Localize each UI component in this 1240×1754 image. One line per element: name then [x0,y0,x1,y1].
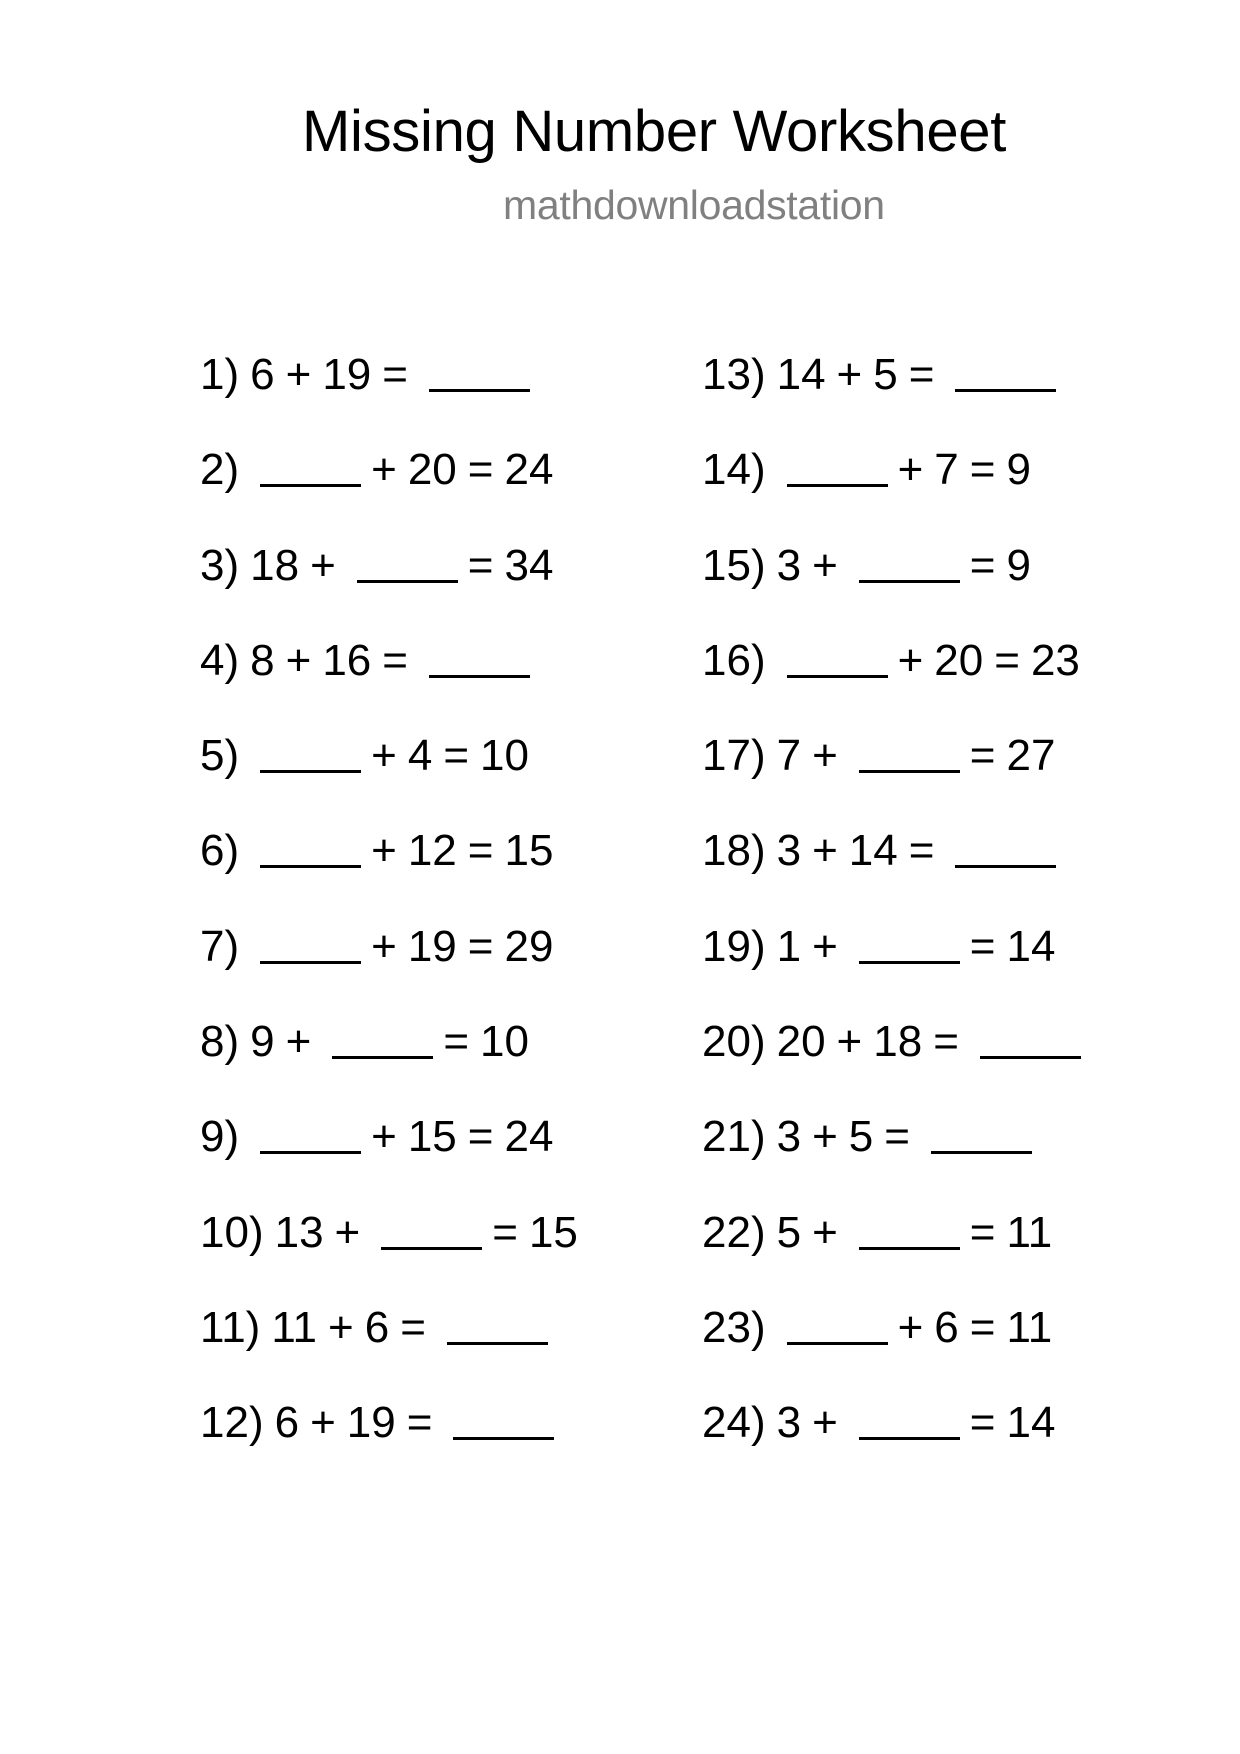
problem-item [702,917,1091,1012]
problem-number: 4) [200,635,240,685]
operand: 16 [322,635,372,685]
plus-sign: + [371,1112,397,1162]
answer-blank[interactable] [260,865,361,868]
operand: 13 [274,1207,324,1257]
equals-sign: = [382,635,408,685]
problem-number: 19) [702,921,766,971]
operand: 5 [776,1207,802,1257]
operand: 9 [1006,445,1031,495]
problem-number: 3) [200,540,240,590]
operand: 5 [873,350,898,399]
problem-number: 23) [702,1302,766,1352]
answer-blank[interactable] [260,484,361,487]
problem-number: 1) [200,350,240,399]
operand: 23 [1030,635,1080,685]
equals-sign: = [443,731,470,781]
equals-sign: = [969,731,996,781]
answer-blank[interactable] [429,675,530,678]
plus-sign: + [285,635,312,685]
plus-sign: + [897,635,924,685]
operand: 11 [271,1302,318,1352]
operand: 24 [504,445,554,495]
plus-sign: + [897,445,924,495]
problem-number: 9) [200,1112,240,1162]
plus-sign: + [371,921,397,971]
equals-sign: = [969,445,996,495]
problem-item [200,1012,578,1107]
operand: 6 [274,1398,300,1448]
problem-item [702,1203,1091,1298]
equals-sign: = [969,921,996,971]
problem-item [200,917,578,1012]
answer-blank[interactable] [453,1437,554,1440]
problem-number: 10) [200,1207,264,1257]
plus-sign: + [285,350,312,399]
problem-number: 22) [702,1207,766,1257]
equals-sign: = [406,1398,433,1448]
problem-item [702,1012,1091,1107]
operand: 34 [504,540,554,590]
plus-sign: + [285,1017,312,1067]
plus-sign: + [371,731,397,781]
problem-number: 7) [200,921,240,971]
operand: 9 [250,1017,275,1067]
answer-blank[interactable] [260,770,361,773]
plus-sign: + [812,826,838,876]
problem-number: 14) [702,445,766,495]
problem-item [200,1203,578,1298]
operand: 19 [407,921,457,971]
answer-blank[interactable] [787,1342,888,1345]
plus-sign: + [897,1302,924,1352]
answer-blank[interactable] [955,865,1056,868]
answer-blank[interactable] [357,580,458,583]
plus-sign: + [812,921,838,971]
equals-sign: = [969,1302,996,1352]
problem-number: 20) [702,1017,766,1067]
answer-blank[interactable] [859,1437,960,1440]
operand: 14 [848,826,898,876]
worksheet-title: Missing Number Worksheet [302,99,1007,164]
problem-item [702,536,1091,631]
operand: 3 [776,1112,802,1162]
equals-sign: = [467,921,494,971]
operand: 15 [504,826,554,876]
plus-sign: + [334,1207,361,1257]
problem-number: 13) [702,350,766,399]
problem-item [200,631,578,726]
operand: 24 [504,1112,554,1162]
problem-item [702,1107,1091,1202]
problem-item [200,726,578,821]
operand: 15 [528,1207,578,1257]
operand: 14 [776,350,826,399]
equals-sign: = [908,826,935,876]
operand: 20 [776,1017,826,1067]
operand: 3 [776,1398,802,1448]
plus-sign: + [310,540,336,590]
equals-sign: = [933,1017,959,1067]
operand: 10 [480,1017,529,1067]
answer-blank[interactable] [260,1151,361,1154]
operand: 6 [934,1302,959,1352]
problem-item [702,1298,1091,1393]
plus-sign: + [371,826,397,876]
problem-number: 18) [702,826,766,876]
operand: 27 [1006,731,1056,781]
answer-blank[interactable] [332,1056,433,1059]
problem-item [702,345,1091,440]
operand: 18 [873,1017,923,1067]
equals-sign: = [467,1112,494,1162]
plus-sign: + [371,445,397,495]
equals-sign: = [467,540,494,590]
problem-number: 11) [200,1302,261,1352]
plus-sign: + [836,350,863,399]
operand: 3 [776,540,802,590]
problem-number: 15) [702,540,766,590]
answer-blank[interactable] [381,1247,482,1250]
problem-number: 6) [200,826,240,876]
problem-item [702,726,1091,821]
operand: 18 [250,540,300,590]
answer-blank[interactable] [931,1151,1032,1154]
answer-blank[interactable] [955,389,1056,392]
problem-item [200,821,578,916]
operand: 3 [776,826,802,876]
answer-blank[interactable] [447,1342,548,1345]
problem-item [200,440,578,535]
plus-sign: + [310,1398,336,1448]
operand: 15 [407,1112,457,1162]
problem-number: 12) [200,1398,264,1448]
problem-column-left [200,345,578,1489]
operand: 10 [480,731,529,781]
equals-sign: = [994,635,1020,685]
problem-number: 5) [200,731,240,781]
problem-item [702,440,1091,535]
plus-sign: + [812,731,838,781]
operand: 14 [1006,1398,1056,1448]
operand: 8 [250,635,275,685]
equals-sign: = [969,540,996,590]
problem-number: 16) [702,635,766,685]
answer-blank[interactable] [787,675,888,678]
equals-sign: = [908,350,935,399]
answer-blank[interactable] [859,1247,960,1250]
equals-sign: = [492,1207,518,1257]
operand: 7 [934,445,959,495]
operand: 19 [322,350,372,399]
operand: 1 [776,921,802,971]
equals-sign: = [467,826,494,876]
problem-column-right [702,345,1091,1489]
operand: 14 [1006,921,1056,971]
operand: 29 [504,921,554,971]
problem-item [702,821,1091,916]
operand: 20 [407,445,457,495]
operand: 5 [848,1112,874,1162]
answer-blank[interactable] [429,389,530,392]
problem-item [200,345,578,440]
equals-sign: = [400,1302,426,1352]
problem-item [702,1393,1091,1488]
operand: 9 [1006,540,1031,590]
equals-sign: = [443,1017,470,1067]
problem-item [200,536,578,631]
operand: 20 [934,635,984,685]
operand: 4 [407,731,433,781]
plus-sign: + [812,540,838,590]
operand: 11 [1006,1207,1053,1257]
plus-sign: + [812,1207,838,1257]
equals-sign: = [969,1398,996,1448]
operand: 7 [776,731,802,781]
operand: 19 [346,1398,396,1448]
answer-blank[interactable] [859,770,960,773]
operand: 11 [1006,1302,1053,1352]
problem-number: 21) [702,1112,766,1162]
equals-sign: = [969,1207,996,1257]
worksheet-source: mathdownloadstation [503,182,885,228]
problem-item [702,631,1091,726]
operand: 6 [364,1302,390,1352]
problem-item [200,1393,578,1488]
problem-item [200,1298,578,1393]
plus-sign: + [812,1398,838,1448]
equals-sign: = [382,350,408,399]
problem-number: 24) [702,1398,766,1448]
operand: 6 [250,350,275,399]
plus-sign: + [328,1302,354,1352]
problem-item [200,1107,578,1202]
plus-sign: + [812,1112,838,1162]
answer-blank[interactable] [859,961,960,964]
equals-sign: = [884,1112,910,1162]
problem-number: 8) [200,1017,240,1067]
answer-blank[interactable] [980,1056,1081,1059]
answer-blank[interactable] [260,961,361,964]
problem-number: 17) [702,731,766,781]
answer-blank[interactable] [859,580,960,583]
answer-blank[interactable] [787,484,888,487]
equals-sign: = [467,445,494,495]
plus-sign: + [836,1017,863,1067]
operand: 12 [407,826,457,876]
problem-number: 2) [200,445,240,495]
